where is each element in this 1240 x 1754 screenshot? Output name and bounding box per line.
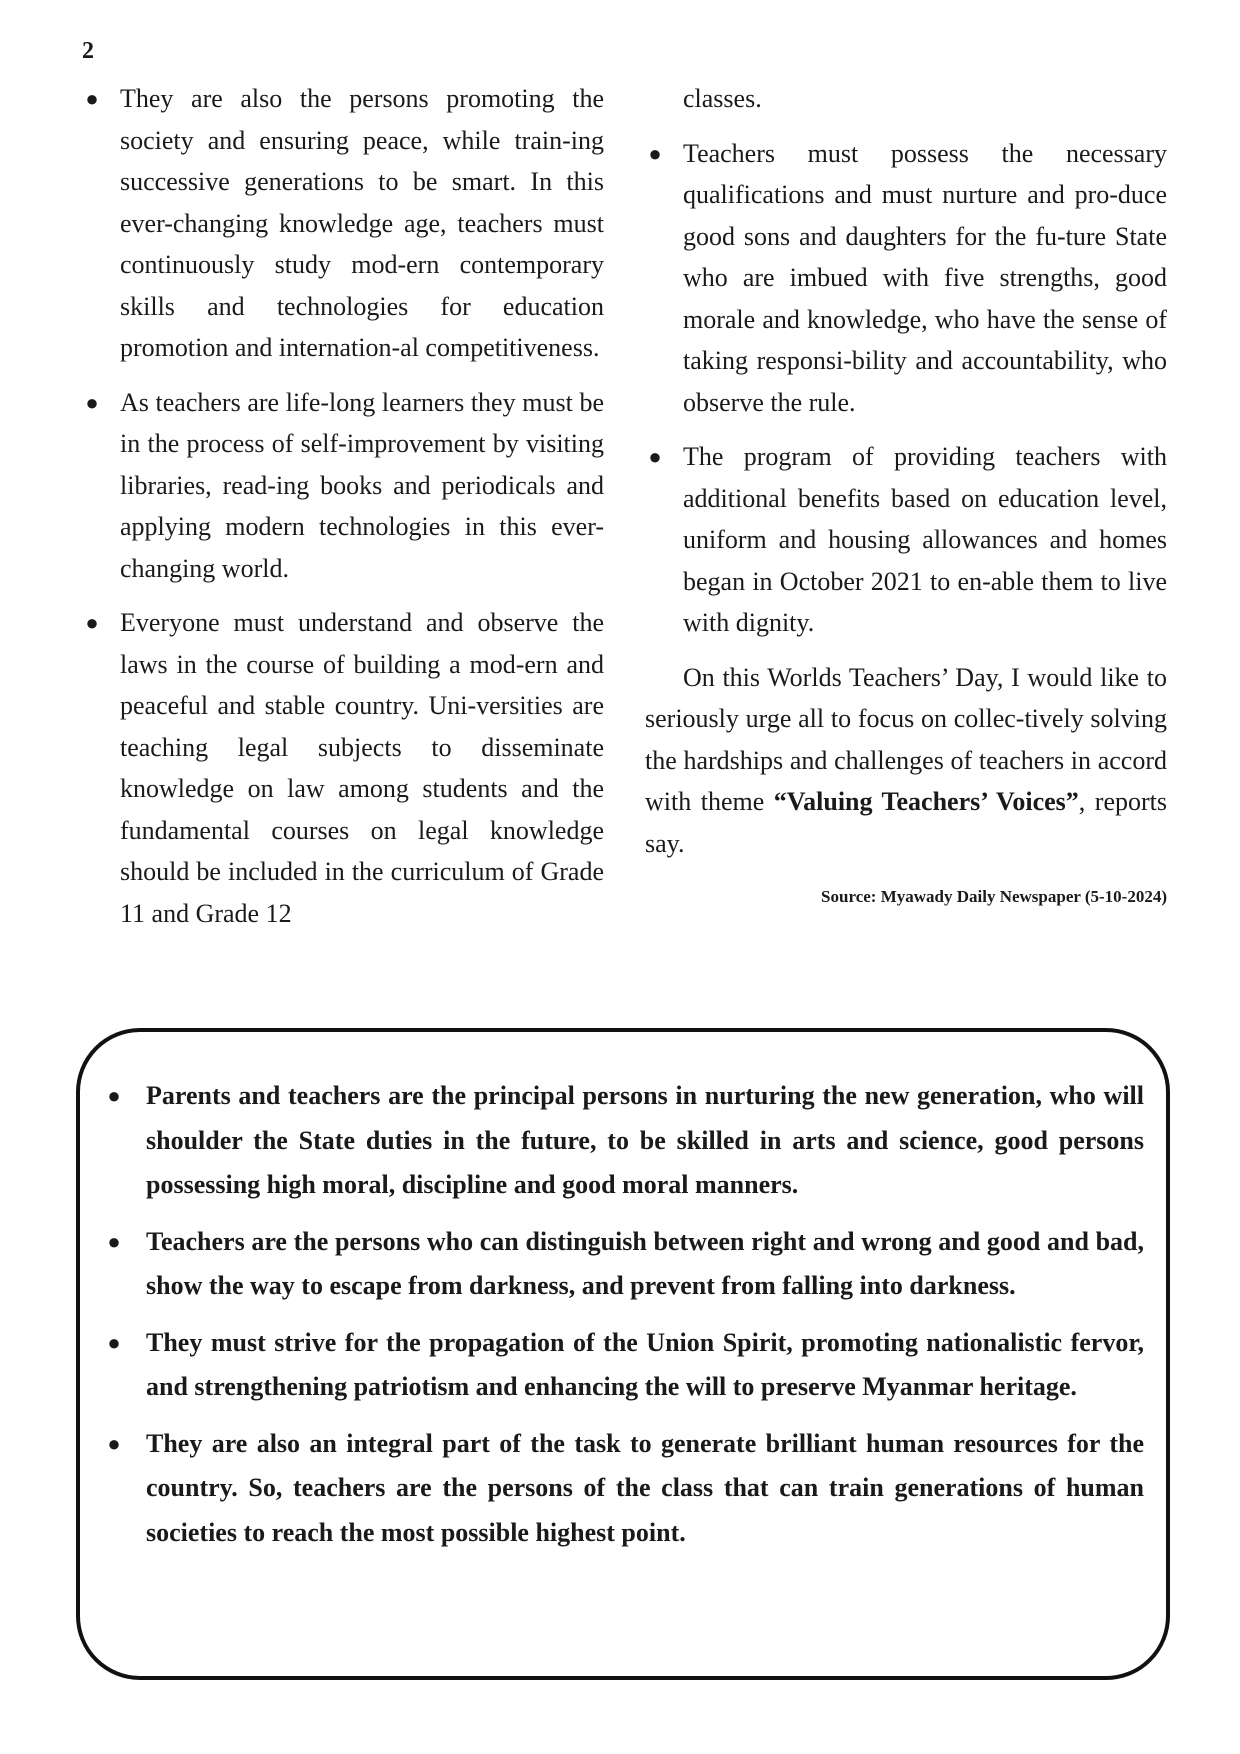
theme-text: “Valuing Teachers’ Voices” <box>773 787 1079 816</box>
list-item <box>104 1422 1144 1556</box>
bullet-icon: ● <box>85 610 99 635</box>
page-number: 2 <box>82 38 94 64</box>
left-bullet-list <box>82 78 604 934</box>
list-item <box>645 436 1167 644</box>
closing-paragraph <box>645 657 1167 865</box>
list-item <box>645 133 1167 424</box>
bullet-icon: ● <box>85 389 99 415</box>
closing-tail: , reports say. <box>645 787 1167 858</box>
bullet-icon: ● <box>648 140 662 166</box>
list-item-text: The program of providing teachers with additional benefits based on education level, uniform and housing allowances and homes began in October 2021 to en-able them to live with dignity. <box>683 442 1167 637</box>
left-column <box>82 78 604 947</box>
highlight-bullet-list <box>104 1074 1144 1567</box>
list-item-text: As teachers are life-long learners they must be in the process of self-improvement by visiting libraries, read-ing books and periodicals and applying modern technologies in this ever-changing world. <box>120 387 604 583</box>
right-column <box>645 78 1167 908</box>
list-item-text: Everyone must understand and observe the laws in the course of building a mod-ern and peaceful and stable country. Uni-versities are teaching legal subjects to disseminate knowledge on law among students and the fundamental courses on legal knowledge should be included in the curriculum of Grade 11 and Grade 12 <box>120 608 604 928</box>
list-item-text: They must strive for the propagation of the Union Spirit, promoting nationalistic fervor, and strengthening patriotism and enhancing the will to preserve Myanmar heritage. <box>146 1327 1144 1401</box>
closing-lead: On this Worlds Teachers’ Day, I would like to seriously urge all to focus on collec-tively solving the hardships and challenges of teachers in accord with theme <box>645 662 1167 816</box>
list-item <box>104 1321 1144 1410</box>
bullet-icon: ● <box>107 1083 121 1108</box>
bullet-icon: ● <box>107 1228 121 1254</box>
right-bullet-list <box>645 133 1167 644</box>
list-item <box>82 382 604 590</box>
source-citation: Source: Myawady Daily Newspaper (5-10-2024) <box>821 887 1167 906</box>
continued-text: classes. <box>683 84 762 113</box>
bullet-icon: ● <box>107 1329 121 1355</box>
list-item-text: Parents and teachers are the principal persons in nurturing the new generation, who will shoulder the State duties in the future, to be skilled in arts and science, good persons possessing high moral, discipline and good moral manners. <box>146 1081 1144 1199</box>
list-item-text: They are also the persons promoting the society and ensuring peace, while train-ing successive generations to be smart. In this ever-changing knowledge age, teachers must continuously study mod-ern contemporary skills and technologies for education promotion and internation-al competitiveness. <box>120 84 604 362</box>
bullet-icon: ● <box>648 444 662 469</box>
bullet-icon: ● <box>85 86 99 111</box>
list-item <box>82 602 604 934</box>
bullet-icon: ● <box>107 1430 121 1456</box>
list-item <box>82 78 604 369</box>
list-item <box>104 1074 1144 1208</box>
list-item-text: Teachers are the persons who can distinguish between right and wrong and good and bad, show the way to escape from darkness, and prevent from falling into darkness. <box>146 1226 1144 1300</box>
list-item-text: Teachers must possess the necessary qualifications and must nurture and pro-duce good sons and daughters for the fu-ture State who are imbued with five strengths, good morale and knowledge, who have the sense of taking responsi-bility and accountability, who observe the rule. <box>683 138 1167 417</box>
list-item-text: They are also an integral part of the task to generate brilliant human resources for the country. So, teachers are the persons of the class that can train generations of human societies to reach the most possible highest point. <box>146 1428 1144 1547</box>
list-item <box>104 1220 1144 1309</box>
highlight-box <box>76 1028 1170 1680</box>
